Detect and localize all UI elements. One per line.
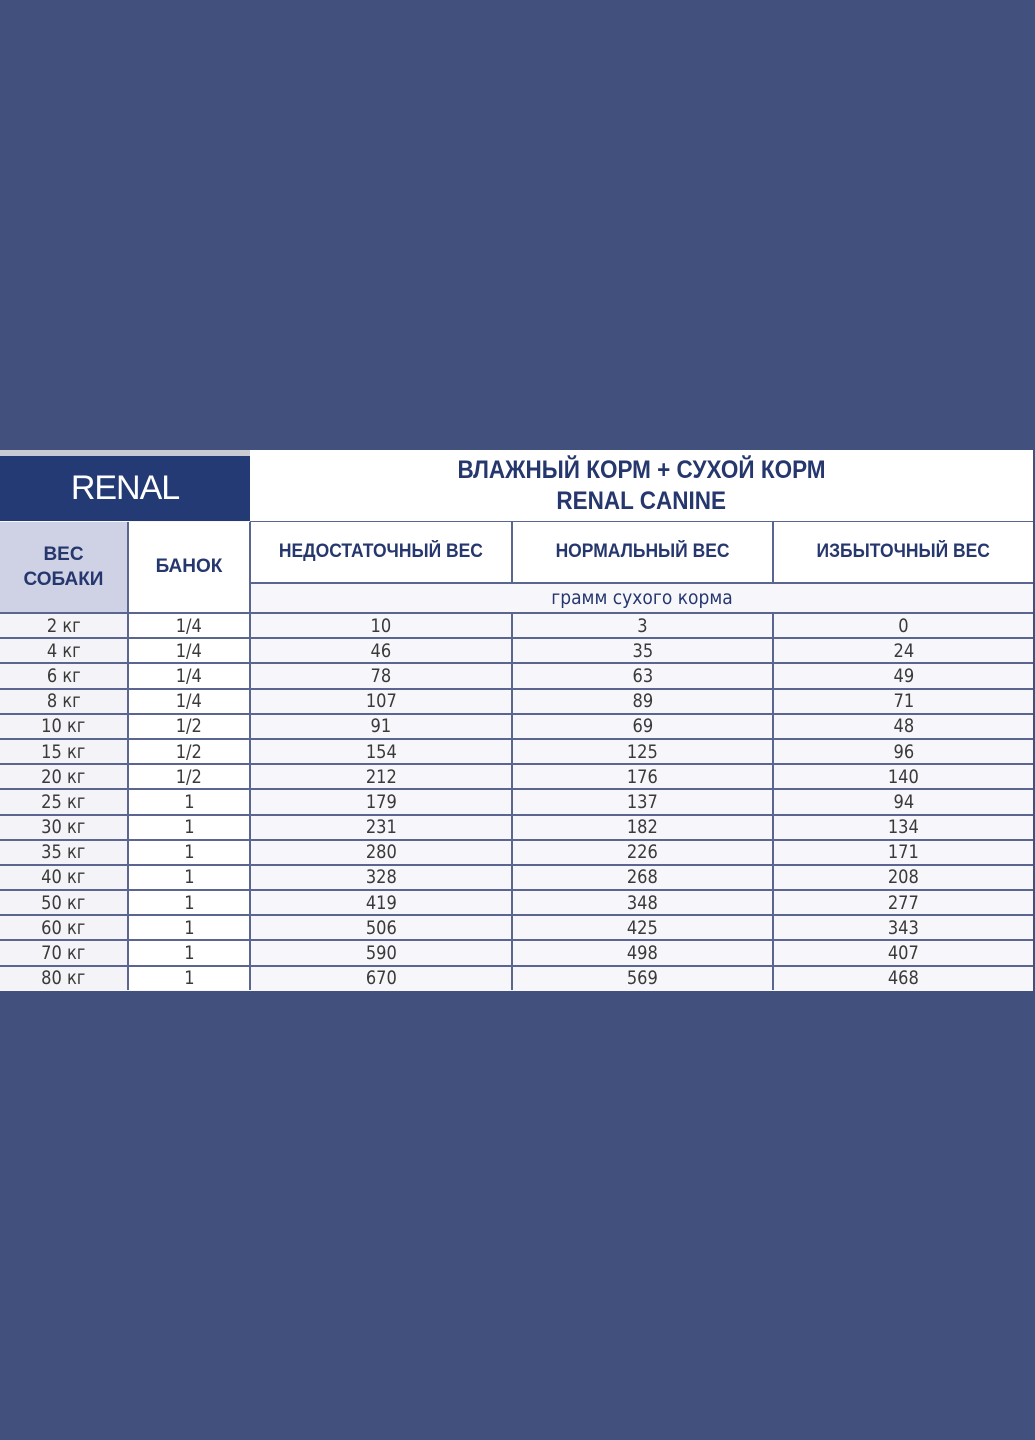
title-line-1: ВЛАЖНЫЙ КОРМ + СУХОЙ КОРМ — [457, 455, 826, 484]
cell-overweight: 24 — [893, 639, 914, 662]
cell-normal: 63 — [513, 664, 774, 687]
brand-label: RENAL — [70, 469, 180, 507]
cell-cans: 1 — [129, 916, 251, 939]
cell-weight: 60 кг — [0, 916, 129, 939]
table-row — [0, 967, 1033, 990]
cell-cans: 1/4 — [129, 664, 251, 687]
cell-underweight: 212 — [251, 765, 513, 788]
cell-weight: 25 кг — [0, 790, 129, 813]
column-header-normal: НОРМАЛЬНЫЙ ВЕС — [513, 522, 774, 584]
cell-overweight: 0 — [898, 614, 909, 637]
cell-underweight: 670 — [251, 967, 513, 990]
cell-underweight: 506 — [251, 916, 513, 939]
cell-normal: 226 — [513, 841, 774, 864]
cell-overweight: 407 — [888, 942, 919, 965]
cell-cans: 1 — [129, 967, 251, 990]
cell-cans: 1/4 — [129, 639, 251, 662]
cell-normal: 69 — [513, 715, 774, 738]
cell-underweight: 107 — [251, 690, 513, 713]
table-title — [250, 450, 1033, 523]
cell-cans: 1 — [129, 866, 251, 889]
column-header-overweight: ИЗБЫТОЧНЫЙ ВЕС — [774, 522, 1033, 584]
cell-underweight: 231 — [251, 816, 513, 839]
column-header-cans: БАНОК — [129, 522, 251, 612]
cell-cans: 1/2 — [129, 715, 251, 738]
table-row — [0, 664, 1033, 689]
cell-overweight: 140 — [888, 765, 919, 788]
cell-weight: 35 кг — [0, 841, 129, 864]
cell-overweight: 171 — [888, 841, 919, 864]
cell-cans: 1 — [129, 790, 251, 813]
cell-weight: 80 кг — [0, 967, 129, 990]
cell-underweight: 10 — [251, 614, 513, 637]
table-row — [0, 639, 1033, 664]
cell-weight: 10 кг — [0, 715, 129, 738]
cell-cans: 1 — [129, 816, 251, 839]
cell-overweight: 48 — [893, 715, 914, 738]
cell-weight: 50 кг — [0, 891, 129, 914]
cell-cans: 1/2 — [129, 740, 251, 763]
cell-normal: 125 — [513, 740, 774, 763]
cell-underweight: 280 — [251, 841, 513, 864]
cell-normal: 498 — [513, 941, 774, 964]
cell-normal: 35 — [513, 639, 774, 662]
column-header-dog-weight: ВЕС СОБАКИ — [0, 522, 129, 612]
table-body — [0, 612, 1033, 990]
title-line-2: RENAL CANINE — [556, 486, 727, 515]
table-row — [0, 866, 1033, 891]
table-row — [0, 816, 1033, 841]
cell-normal: 176 — [513, 765, 774, 788]
cell-overweight: 71 — [893, 690, 914, 713]
cell-normal: 569 — [513, 967, 774, 990]
cell-weight: 6 кг — [0, 664, 129, 687]
cell-underweight: 91 — [251, 715, 513, 738]
cell-underweight: 328 — [251, 866, 513, 889]
cell-cans: 1/4 — [129, 614, 251, 637]
cell-overweight: 208 — [888, 866, 919, 889]
table-row — [0, 916, 1033, 941]
table-row — [0, 740, 1033, 765]
cell-weight: 2 кг — [0, 614, 129, 637]
cell-cans: 1 — [129, 891, 251, 914]
cell-cans: 1/4 — [129, 690, 251, 713]
table-row — [0, 891, 1033, 916]
table-row — [0, 690, 1033, 715]
cell-underweight: 179 — [251, 790, 513, 813]
cell-underweight: 590 — [251, 941, 513, 964]
cell-normal: 3 — [513, 614, 774, 637]
cell-overweight: 94 — [893, 790, 914, 813]
table-row — [0, 841, 1033, 866]
cell-overweight: 468 — [888, 967, 919, 990]
cell-cans: 1 — [129, 941, 251, 964]
cell-normal: 89 — [513, 690, 774, 713]
cell-normal: 137 — [513, 790, 774, 813]
cell-overweight: 96 — [893, 740, 914, 763]
cell-normal: 268 — [513, 866, 774, 889]
column-header-underweight: НЕДОСТАТОЧНЫЙ ВЕС — [251, 522, 513, 584]
cell-underweight: 154 — [251, 740, 513, 763]
cell-cans: 1/2 — [129, 765, 251, 788]
table-row — [0, 614, 1033, 639]
table-row — [0, 715, 1033, 740]
feeding-table — [0, 450, 1033, 991]
unit-note: грамм сухого корма — [251, 584, 1033, 612]
cell-underweight: 78 — [251, 664, 513, 687]
cell-overweight: 277 — [888, 891, 919, 914]
cell-weight: 15 кг — [0, 740, 129, 763]
cell-cans: 1 — [129, 841, 251, 864]
table-row — [0, 941, 1033, 966]
cell-weight: 20 кг — [0, 765, 129, 788]
table-row — [0, 790, 1033, 815]
cell-weight: 40 кг — [0, 866, 129, 889]
table-row — [0, 765, 1033, 790]
cell-overweight: 49 — [893, 664, 914, 687]
cell-normal: 348 — [513, 891, 774, 914]
cell-overweight: 134 — [888, 816, 919, 839]
cell-weight: 70 кг — [0, 941, 129, 964]
cell-overweight: 343 — [888, 916, 919, 939]
cell-normal: 425 — [513, 916, 774, 939]
cell-weight: 4 кг — [0, 639, 129, 662]
brand-header — [0, 456, 250, 521]
cell-underweight: 46 — [251, 639, 513, 662]
cell-normal: 182 — [513, 816, 774, 839]
cell-underweight: 419 — [251, 891, 513, 914]
cell-weight: 8 кг — [0, 690, 129, 713]
cell-weight: 30 кг — [0, 816, 129, 839]
